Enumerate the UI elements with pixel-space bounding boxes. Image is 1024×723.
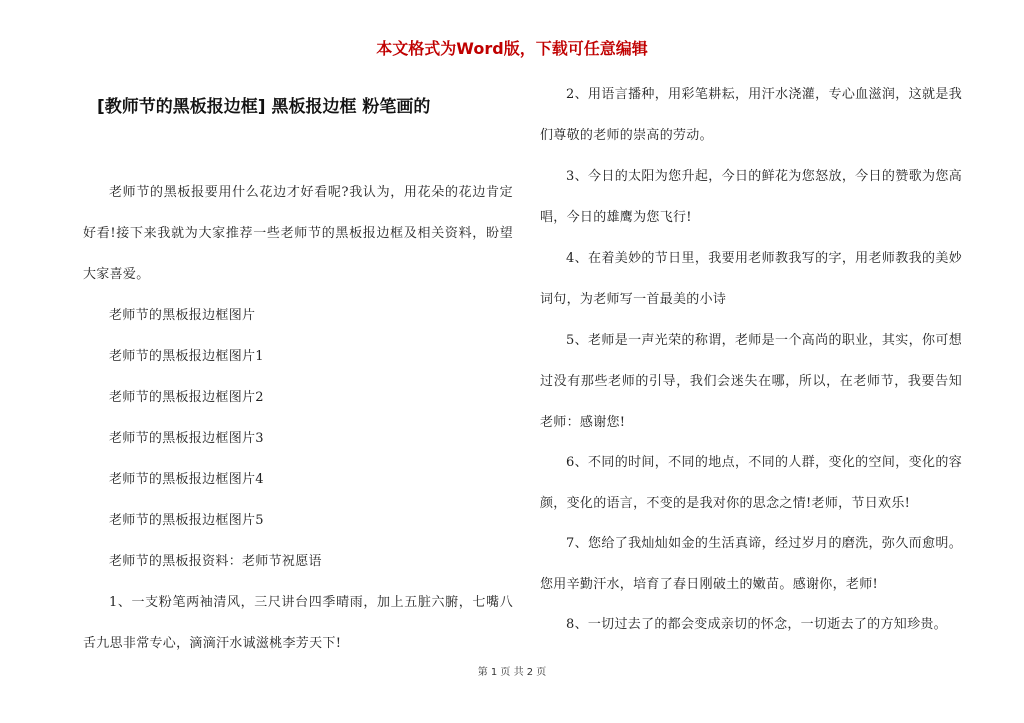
list-item: 老师节的黑板报边框图片1 <box>109 349 264 364</box>
wish-paragraph: 8、一切过去了的都会变成亲切的怀念，一切逝去了的方知珍贵。 <box>566 617 947 632</box>
word-format-banner: 本文格式为Word版，下载可任意编辑 <box>376 39 648 58</box>
page-number-footer: 第 1 页 共 2 页 <box>477 667 547 678</box>
list-item: 老师节的黑板报边框图片5 <box>109 513 264 528</box>
wish-paragraph: 1、一支粉笔两袖清风，三尺讲台四季晴雨，加上五脏六腑，七嘴八舌九思非常专心，滴滴汗水诚滋桃李芳天下! <box>83 595 513 651</box>
list-item: 老师节的黑板报边框图片 <box>109 308 256 323</box>
list-item: 老师节的黑板报边框图片3 <box>109 431 264 446</box>
wish-paragraph: 2、用语言播种，用彩笔耕耘，用汗水浇灌，专心血滋润，这就是我们尊敬的老师的崇高的劳动。 <box>540 87 962 143</box>
document-title: [教师节的黑板报边框] 黑板报边框 粉笔画的 <box>97 97 431 117</box>
intro-paragraph: 老师节的黑板报要用什么花边才好看呢?我认为，用花朵的花边肯定好看!接下来我就为大家推荐一些老师节的黑板报边框及相关资料，盼望大家喜爱。 <box>83 185 513 282</box>
list-item: 老师节的黑板报资料：老师节祝愿语 <box>109 554 322 569</box>
wish-paragraph: 3、今日的太阳为您升起，今日的鲜花为您怒放，今日的赞歌为您高唱，今日的雄鹰为您飞行! <box>540 169 962 225</box>
list-item: 老师节的黑板报边框图片4 <box>109 472 264 487</box>
wish-paragraph: 6、不同的时间，不同的地点，不同的人群，变化的空间，变化的容颜，变化的语言，不变的是我对你的思念之情!老师，节日欢乐! <box>540 455 962 511</box>
wish-paragraph: 5、老师是一声光荣的称谓，老师是一个高尚的职业，其实，你可想过没有那些老师的引导，我们会迷失在哪，所以，在老师节，我要告知老师：感谢您! <box>540 333 962 430</box>
wish-paragraph: 4、在着美妙的节日里，我要用老师教我写的字，用老师教我的美妙词句，为老师写一首最美的小诗 <box>540 251 962 307</box>
list-item: 老师节的黑板报边框图片2 <box>109 390 264 405</box>
wish-paragraph: 7、您给了我灿灿如金的生活真谛，经过岁月的磨洗，弥久而愈明。您用辛勤汗水，培育了春日刚破土的嫩苗。感谢你，老师! <box>540 536 962 592</box>
